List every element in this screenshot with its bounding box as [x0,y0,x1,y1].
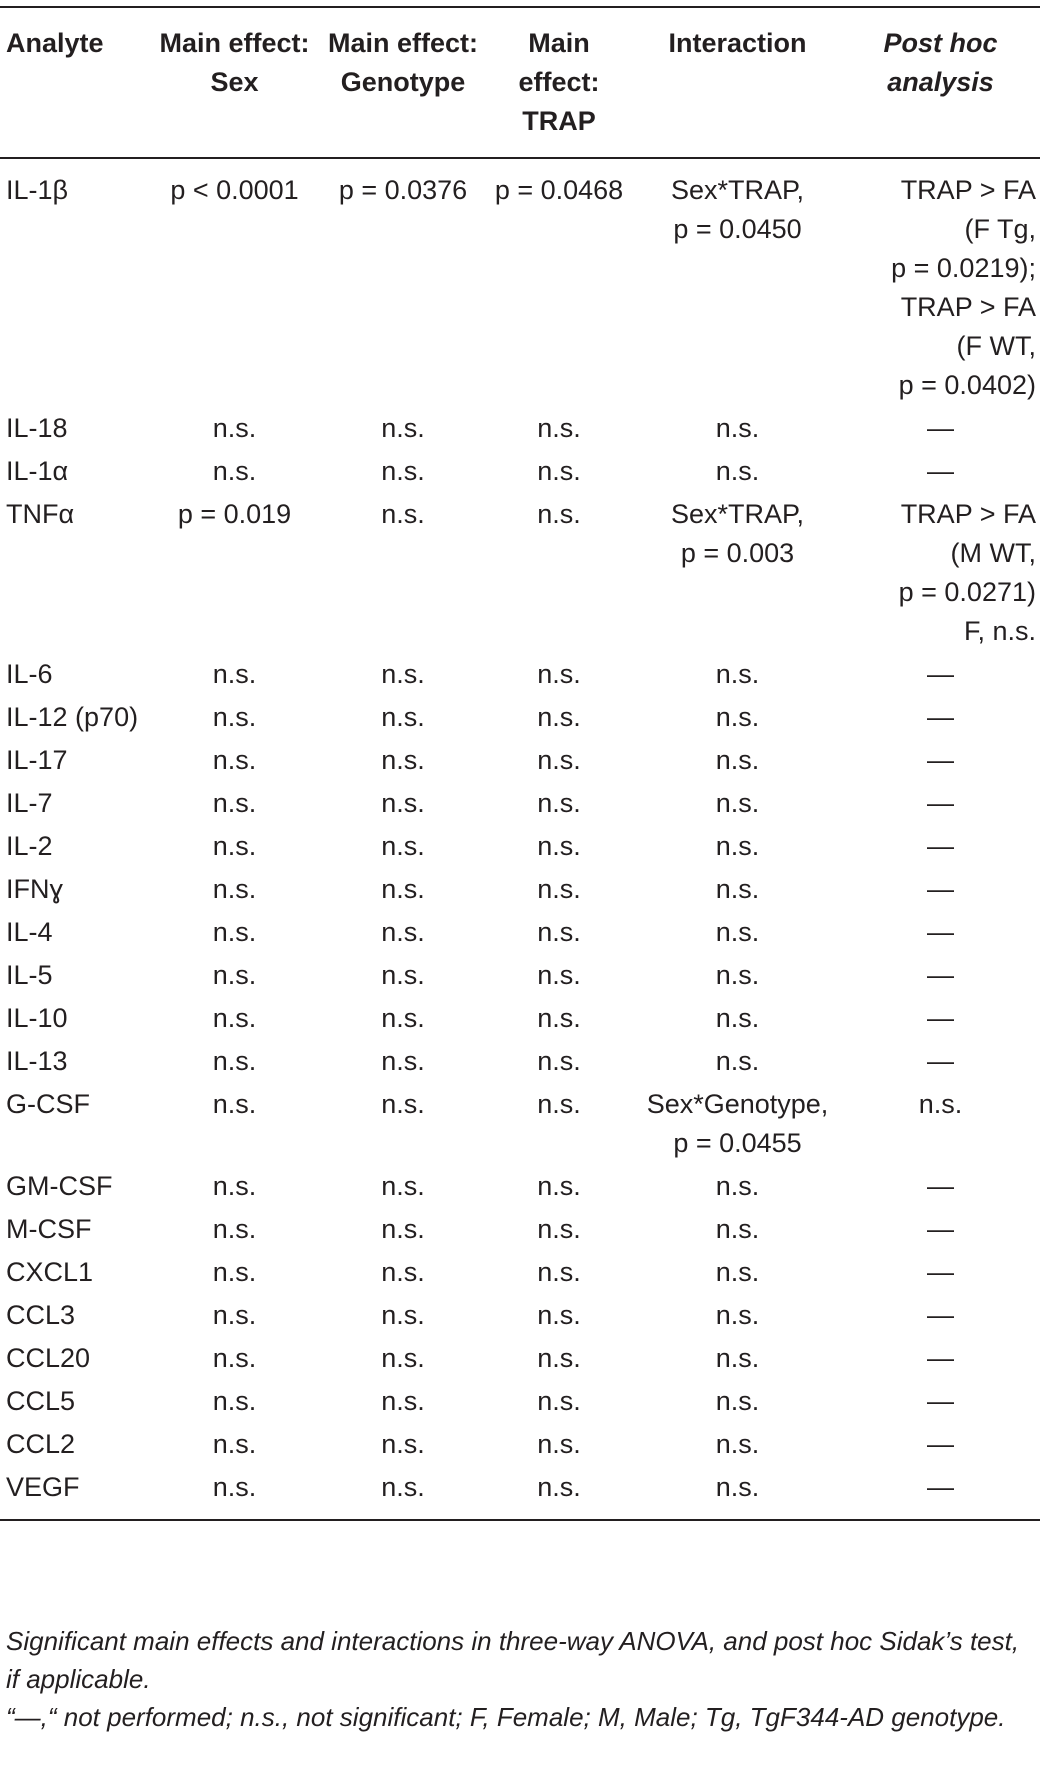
cell-main-effect-genotype: n.s. [381,960,425,990]
header-post-hoc-label: Post hoc analysis [883,28,998,97]
cell-post-hoc: — [927,659,954,689]
cell-post-hoc: — [927,917,954,947]
table-row [0,1423,1040,1466]
table-row [0,407,1040,450]
cell-main-effect-genotype: n.s. [381,831,425,861]
cell-main-effect-genotype: n.s. [381,1214,425,1244]
table-row [0,997,1040,1040]
cell-interaction: Sex*TRAP, p = 0.003 [670,499,805,568]
cell-interaction: n.s. [715,1300,760,1330]
table-body [0,158,1040,1520]
cell-interaction: n.s. [715,413,760,443]
cell-post-hoc: — [927,1472,954,1502]
cell-analyte: IL-7 [6,788,53,818]
cell-post-hoc: TRAP > FA (F Tg, p = 0.0219); TRAP > FA (F WT, p = 0.0402) [891,175,1036,400]
table-row [0,1380,1040,1423]
cell-main-effect-trap: n.s. [537,1089,581,1119]
cell-post-hoc: n.s. [918,1089,963,1119]
cell-interaction: Sex*Genotype, p = 0.0455 [646,1089,829,1158]
cell-main-effect-sex: n.s. [212,1089,257,1119]
header-main-effect-trap: Main effect: TRAP [518,28,600,136]
cell-main-effect-trap: n.s. [537,1429,581,1459]
cell-main-effect-trap: n.s. [537,413,581,443]
cell-analyte: M-CSF [6,1214,92,1244]
cell-main-effect-genotype: n.s. [381,874,425,904]
table-row [0,954,1040,997]
cell-analyte: IL-4 [6,917,53,947]
cell-main-effect-genotype: n.s. [381,413,425,443]
cell-main-effect-trap: n.s. [537,1257,581,1287]
cell-main-effect-genotype: n.s. [381,1257,425,1287]
cell-main-effect-trap: n.s. [537,960,581,990]
cell-interaction: n.s. [715,1343,760,1373]
cell-main-effect-sex: n.s. [212,831,257,861]
cell-main-effect-genotype: n.s. [381,745,425,775]
cell-interaction: n.s. [715,960,760,990]
cell-main-effect-sex: n.s. [212,960,257,990]
cell-analyte: IL-5 [6,960,53,990]
table-row [0,782,1040,825]
cell-analyte: IL-6 [6,659,53,689]
cell-post-hoc: — [927,456,954,486]
cell-post-hoc: — [927,1257,954,1287]
table-row [0,653,1040,696]
cell-main-effect-sex: n.s. [212,702,257,732]
cell-main-effect-genotype: n.s. [381,499,425,529]
table-row [0,158,1040,407]
cell-main-effect-genotype: n.s. [381,659,425,689]
cell-main-effect-trap: n.s. [537,1214,581,1244]
cell-post-hoc: — [927,1386,954,1416]
cell-interaction: n.s. [715,702,760,732]
cell-main-effect-sex: n.s. [212,788,257,818]
cell-interaction: n.s. [715,1214,760,1244]
footnote-description: Significant main effects and interactions in three-way ANOVA, and post hoc Sidak’s test, if applicable. [6,1626,1020,1694]
cell-interaction: n.s. [715,456,760,486]
cell-analyte: G-CSF [6,1089,90,1119]
cell-main-effect-trap: n.s. [537,499,581,529]
cell-main-effect-genotype: n.s. [381,1171,425,1201]
cell-interaction: n.s. [715,874,760,904]
cell-main-effect-trap: p = 0.0468 [494,175,624,205]
table-row [0,1251,1040,1294]
cell-main-effect-genotype: n.s. [381,1046,425,1076]
table-row [0,825,1040,868]
cell-analyte: IFNɣ [6,874,64,904]
cell-post-hoc: — [927,413,954,443]
cell-analyte: CCL5 [6,1386,76,1416]
cell-main-effect-trap: n.s. [537,702,581,732]
cell-main-effect-trap: n.s. [537,917,581,947]
cell-main-effect-genotype: n.s. [381,1472,425,1502]
table-footnotes [6,1622,1031,1736]
cell-analyte: IL-18 [6,413,68,443]
cell-main-effect-genotype: n.s. [381,1343,425,1373]
cell-main-effect-genotype: n.s. [381,1003,425,1033]
cell-post-hoc: — [927,1429,954,1459]
cell-interaction: n.s. [715,917,760,947]
cell-analyte: IL-17 [6,745,68,775]
cell-analyte: IL-13 [6,1046,68,1076]
cell-interaction: Sex*TRAP, p = 0.0450 [670,175,805,244]
cell-main-effect-sex: n.s. [212,1472,257,1502]
cell-main-effect-trap: n.s. [537,659,581,689]
table-header [0,7,1040,158]
cell-main-effect-sex: p < 0.0001 [170,175,299,205]
cell-main-effect-genotype: n.s. [381,1300,425,1330]
cell-main-effect-sex: n.s. [212,1429,257,1459]
cell-post-hoc: — [927,1214,954,1244]
cell-main-effect-trap: n.s. [537,1003,581,1033]
header-interaction: Interaction [668,28,807,58]
cell-main-effect-sex: n.s. [212,1257,257,1287]
cell-analyte: GM-CSF [6,1171,113,1201]
cell-main-effect-sex: n.s. [212,1214,257,1244]
table-row [0,450,1040,493]
cell-main-effect-sex: n.s. [212,1171,257,1201]
cell-post-hoc: TRAP > FA (M WT, p = 0.0271) F, n.s. [898,499,1036,646]
cell-main-effect-trap: n.s. [537,1472,581,1502]
cell-analyte: CCL20 [6,1343,91,1373]
header-row [0,7,1040,158]
cell-interaction: n.s. [715,1386,760,1416]
cell-interaction: n.s. [715,745,760,775]
cell-analyte: CCL2 [6,1429,76,1459]
cell-interaction: n.s. [715,1171,760,1201]
cell-analyte: VEGF [6,1472,80,1502]
cell-main-effect-sex: n.s. [212,1386,257,1416]
cell-interaction: n.s. [715,831,760,861]
cell-interaction: n.s. [715,1046,760,1076]
cell-analyte: IL-1α [6,456,69,486]
header-main-effect-genotype: Main effect: Genotype [327,28,479,97]
cell-main-effect-sex: n.s. [212,1046,257,1076]
cell-main-effect-sex: n.s. [212,1300,257,1330]
cell-post-hoc: — [927,1300,954,1330]
cell-main-effect-trap: n.s. [537,745,581,775]
cell-main-effect-genotype: n.s. [381,1089,425,1119]
results-table [0,6,1040,1521]
table-row [0,1040,1040,1083]
cell-interaction: n.s. [715,1429,760,1459]
footnote-abbreviations: “—,“ not performed; n.s., not significant; F, Female; M, Male; Tg, TgF344-AD genotype. [6,1702,1006,1732]
cell-interaction: n.s. [715,788,760,818]
cell-post-hoc: — [927,788,954,818]
cell-main-effect-trap: n.s. [537,1171,581,1201]
cell-analyte: IL-2 [6,831,53,861]
cell-post-hoc: — [927,1003,954,1033]
cell-main-effect-sex: n.s. [212,659,257,689]
cell-main-effect-trap: n.s. [537,1046,581,1076]
cell-interaction: n.s. [715,1472,760,1502]
cell-post-hoc: — [927,745,954,775]
cell-main-effect-genotype: n.s. [381,702,425,732]
cell-main-effect-trap: n.s. [537,1300,581,1330]
cell-main-effect-genotype: n.s. [381,456,425,486]
cell-interaction: n.s. [715,1257,760,1287]
cell-main-effect-trap: n.s. [537,788,581,818]
header-post-hoc-analysis [841,7,1040,158]
header-main-effect-sex: Main effect: Sex [159,28,310,97]
cell-interaction: n.s. [715,659,760,689]
cell-main-effect-trap: n.s. [537,1343,581,1373]
cell-main-effect-sex: n.s. [212,917,257,947]
table-row [0,1165,1040,1208]
cell-post-hoc: — [927,874,954,904]
cell-main-effect-genotype: n.s. [381,917,425,947]
cell-post-hoc: — [927,702,954,732]
cell-main-effect-sex: n.s. [212,1003,257,1033]
table-row [0,696,1040,739]
header-analyte: Analyte [6,28,104,58]
cell-main-effect-genotype: p = 0.0376 [338,175,468,205]
cell-main-effect-trap: n.s. [537,831,581,861]
cell-main-effect-trap: n.s. [537,1386,581,1416]
cell-main-effect-genotype: n.s. [381,1429,425,1459]
table-row [0,1208,1040,1251]
cell-post-hoc: — [927,831,954,861]
cell-analyte: TNFα [6,499,75,529]
table-row [0,493,1040,653]
table-row [0,911,1040,954]
cell-main-effect-sex: n.s. [212,413,257,443]
cell-analyte: IL-10 [6,1003,68,1033]
cell-analyte: IL-1β [6,175,69,205]
cell-analyte: CCL3 [6,1300,76,1330]
cell-main-effect-genotype: n.s. [381,788,425,818]
cell-main-effect-genotype: n.s. [381,1386,425,1416]
cell-post-hoc: — [927,1046,954,1076]
table-row [0,1083,1040,1165]
cell-interaction: n.s. [715,1003,760,1033]
cell-analyte: IL-12 (p70) [6,702,139,732]
cell-post-hoc: — [927,1171,954,1201]
table-row [0,1337,1040,1380]
cell-main-effect-sex: n.s. [212,874,257,904]
cell-main-effect-sex: n.s. [212,745,257,775]
cell-main-effect-sex: p = 0.019 [177,499,292,529]
cell-analyte: CXCL1 [6,1257,94,1287]
table-row [0,1294,1040,1337]
cell-post-hoc: — [927,960,954,990]
table-row [0,1466,1040,1520]
cell-main-effect-sex: n.s. [212,1343,257,1373]
table-row [0,868,1040,911]
cell-post-hoc: — [927,1343,954,1373]
table-row [0,739,1040,782]
cell-main-effect-sex: n.s. [212,456,257,486]
cell-main-effect-trap: n.s. [537,456,581,486]
cell-main-effect-trap: n.s. [537,874,581,904]
